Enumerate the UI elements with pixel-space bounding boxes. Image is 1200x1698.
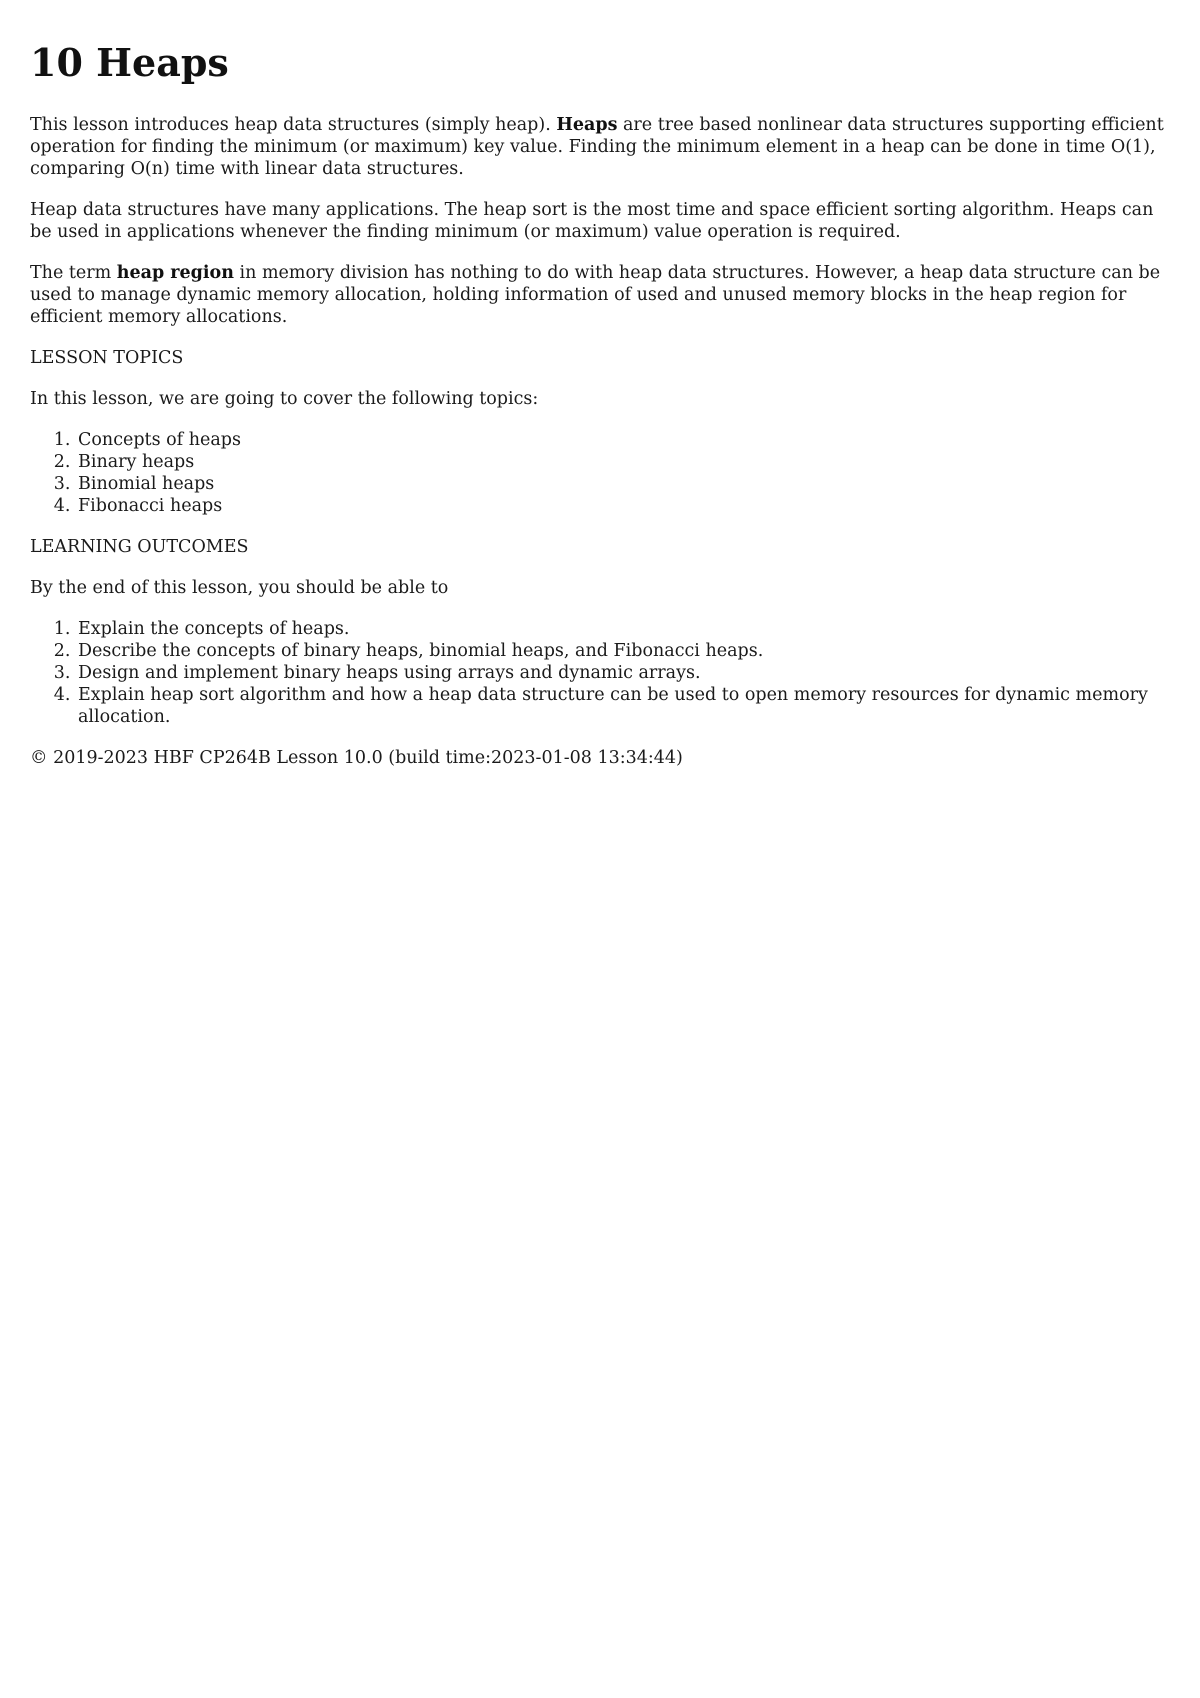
- list-item: 1. Concepts of heaps: [76, 429, 1170, 451]
- copyright-footer: © 2019-2023 HBF CP264B Lesson 10.0 (build time:2023-01-08 13:34:44): [30, 748, 683, 768]
- heaps-term: Heaps: [556, 115, 618, 135]
- intro-p1-text-before: This lesson introduces heap data structures (simply heap).: [30, 115, 557, 135]
- learning-outcomes-heading: LEARNING OUTCOMES: [30, 537, 249, 557]
- intro-paragraph-1: [30, 114, 1170, 180]
- intro-p3-text-before: The term: [30, 263, 117, 283]
- list-item: 2. Binary heaps: [76, 451, 1170, 473]
- list-item: 2. Describe the concepts of binary heaps, binomial heaps, and Fibonacci heaps.: [76, 640, 1170, 662]
- intro-p1-text-after: are tree based nonlinear data structures supporting efficient operation for finding the minimum (or maximum) key value. Finding the minimum element in a heap can be done in time O(1), comparing O(n) time with linear data structures.: [30, 115, 1164, 179]
- lesson-topics-list: [30, 429, 1170, 517]
- intro-paragraph-3: [30, 262, 1170, 328]
- list-item: 1. Explain the concepts of heaps.: [76, 618, 1170, 640]
- page-title: 10 Heaps: [30, 40, 229, 85]
- list-item: 3. Design and implement binary heaps using arrays and dynamic arrays.: [76, 662, 1170, 684]
- intro-p3-text-after: in memory division has nothing to do with heap data structures. However, a heap data structure can be used to manage dynamic memory allocation, holding information of used and unused memory blocks in the heap region for efficient memory allocations.: [30, 263, 1161, 327]
- lesson-topics-heading: LESSON TOPICS: [30, 348, 184, 368]
- list-item: 4. Fibonacci heaps: [76, 495, 1170, 517]
- lesson-topics-lead: In this lesson, we are going to cover the following topics:: [30, 389, 539, 409]
- learning-outcomes-lead: By the end of this lesson, you should be able to: [30, 578, 449, 598]
- list-item: 3. Binomial heaps: [76, 473, 1170, 495]
- heap-region-term: heap region: [116, 263, 234, 283]
- lesson-page: [30, 38, 1170, 769]
- list-item: 4. Explain heap sort algorithm and how a heap data structure can be used to open memory resources for dynamic memory allocation.: [76, 684, 1170, 728]
- intro-paragraph-2: Heap data structures have many applications. The heap sort is the most time and space efficient sorting algorithm. Heaps can be used in applications whenever the finding minimum (or maximum) value operation is required.: [30, 200, 1154, 242]
- learning-outcomes-list: [30, 618, 1170, 728]
